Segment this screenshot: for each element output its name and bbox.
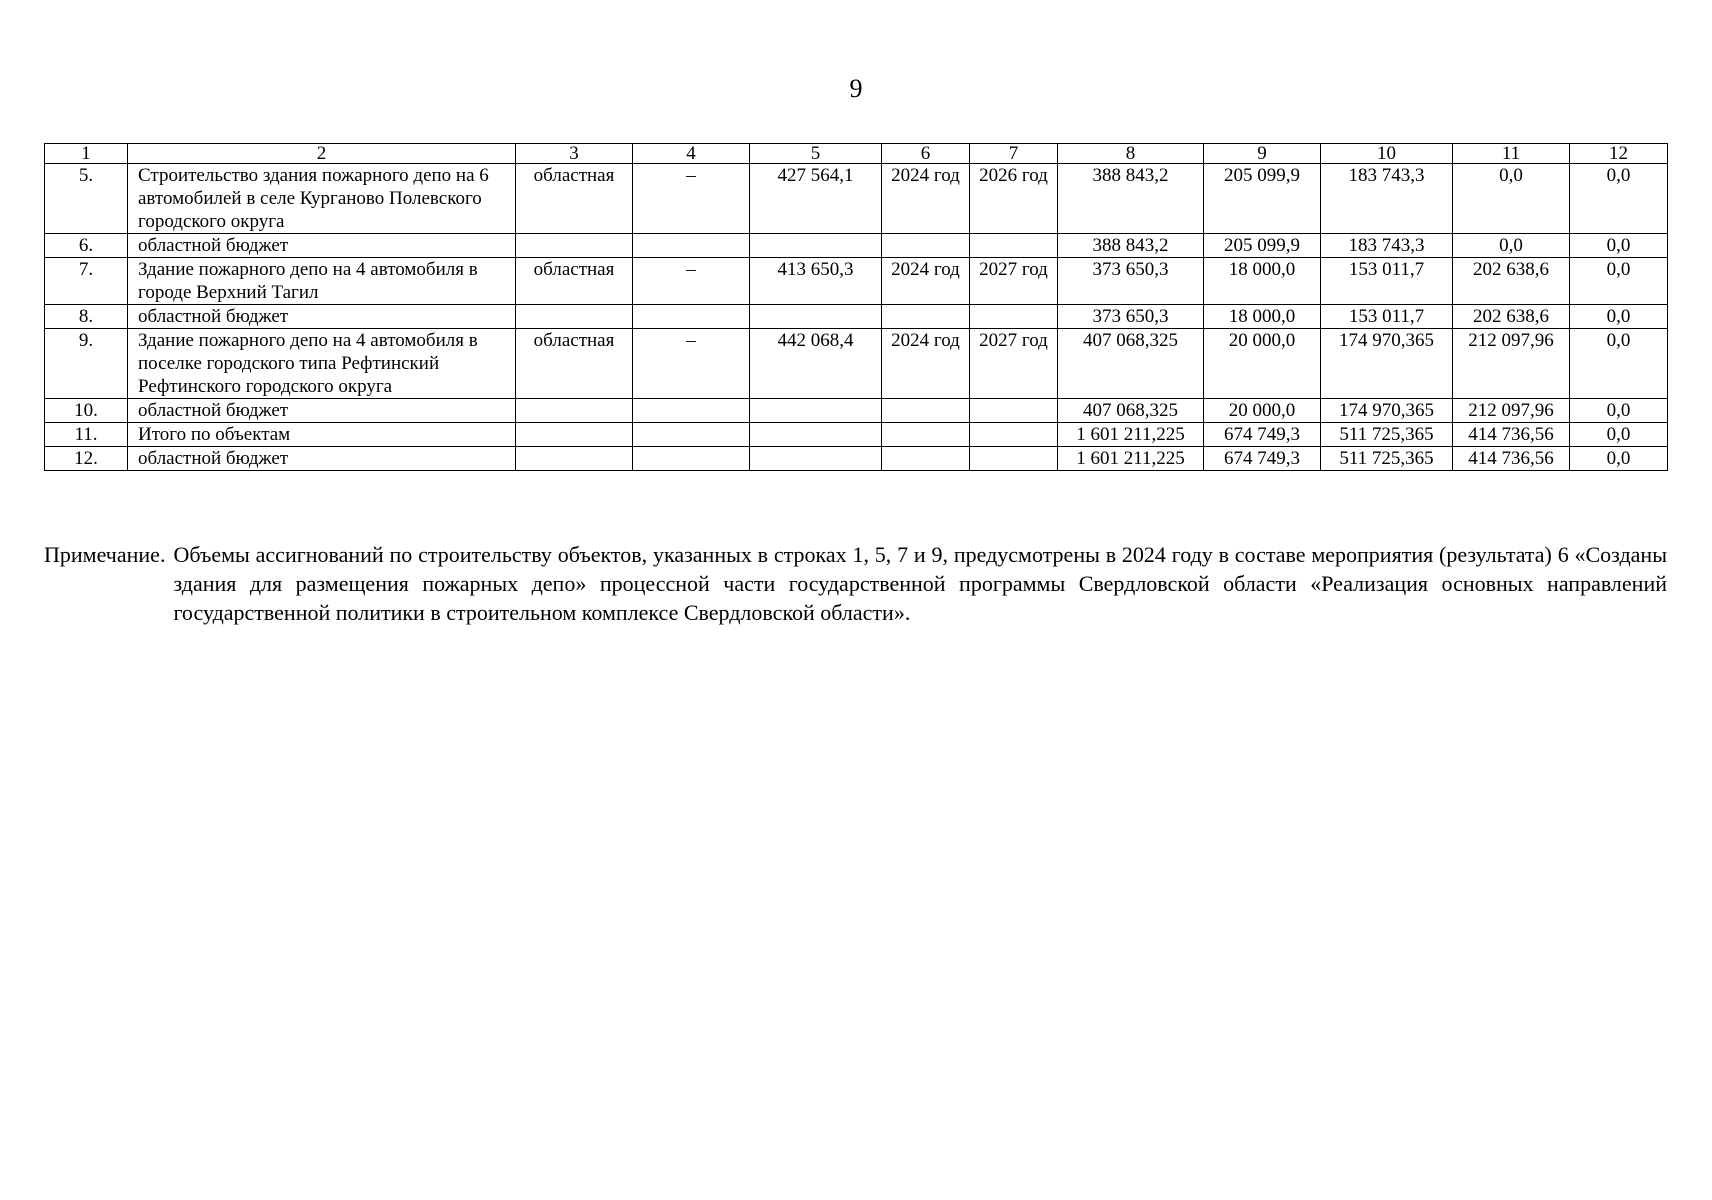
row-number-cell: 7.	[45, 258, 128, 305]
column-header: 11	[1453, 144, 1570, 164]
year-2026-cell: 202 638,6	[1453, 305, 1570, 329]
row-number-cell: 6.	[45, 234, 128, 258]
table-row	[45, 329, 1668, 399]
column-header: 10	[1321, 144, 1453, 164]
cost-cell: 427 564,1	[750, 164, 882, 234]
note-text: Объемы ассигнований по строительству объектов, указанных в строках 1, 5, 7 и 9, предусмотрены в 2024 году в составе мероприятия (результата) 6 «Созданы здания для размещения пожарных депо» процессной части государственной программы Свердловской области «Реализация основных направлений государственной политики в строительном комплексе Свердловской области».	[173, 542, 1667, 625]
cost-cell	[750, 399, 882, 423]
page-number: 9	[849, 74, 863, 103]
object-name-cell: Здание пожарного депо на 4 автомобиля в поселке городского типа Рефтинский Рефтинского городского округа	[128, 329, 516, 399]
column-header: 1	[45, 144, 128, 164]
year-2026-cell: 0,0	[1453, 234, 1570, 258]
column-header: 3	[516, 144, 633, 164]
cost-cell	[750, 423, 882, 447]
end-year-cell: 2027 год	[970, 329, 1058, 399]
column-header: 5	[750, 144, 882, 164]
year-2027-cell: 0,0	[1570, 258, 1668, 305]
total-cell: 1 601 211,225	[1058, 447, 1204, 471]
year-2027-cell: 0,0	[1570, 423, 1668, 447]
year-2025-cell: 183 743,3	[1321, 164, 1453, 234]
table-row	[45, 164, 1668, 234]
col4-cell	[633, 234, 750, 258]
column-header: 2	[128, 144, 516, 164]
row-number-cell: 9.	[45, 329, 128, 399]
year-2025-cell: 153 011,7	[1321, 305, 1453, 329]
object-name-cell: Строительство здания пожарного депо на 6 автомобилей в селе Курганово Полевского городского округа	[128, 164, 516, 234]
year-2026-cell: 0,0	[1453, 164, 1570, 234]
end-year-cell	[970, 399, 1058, 423]
year-2027-cell: 0,0	[1570, 305, 1668, 329]
type-cell: областная	[516, 329, 633, 399]
col4-cell	[633, 399, 750, 423]
year-2024-cell: 20 000,0	[1204, 329, 1321, 399]
type-cell	[516, 234, 633, 258]
end-year-cell	[970, 423, 1058, 447]
table-header-row	[45, 144, 1668, 164]
col4-cell	[633, 447, 750, 471]
year-2026-cell: 414 736,56	[1453, 447, 1570, 471]
year-2025-cell: 174 970,365	[1321, 399, 1453, 423]
type-cell	[516, 447, 633, 471]
footnote	[44, 540, 1667, 627]
object-name-cell: областной бюджет	[128, 447, 516, 471]
cost-cell: 413 650,3	[750, 258, 882, 305]
type-cell: областная	[516, 258, 633, 305]
col4-cell: –	[633, 329, 750, 399]
column-header: 6	[882, 144, 970, 164]
cost-cell: 442 068,4	[750, 329, 882, 399]
column-header: 12	[1570, 144, 1668, 164]
year-2024-cell: 205 099,9	[1204, 234, 1321, 258]
object-name-cell: областной бюджет	[128, 305, 516, 329]
type-cell: областная	[516, 164, 633, 234]
year-2024-cell: 674 749,3	[1204, 447, 1321, 471]
row-number-cell: 10.	[45, 399, 128, 423]
col4-cell: –	[633, 258, 750, 305]
type-cell	[516, 399, 633, 423]
col4-cell: –	[633, 164, 750, 234]
table-row	[45, 305, 1668, 329]
table-row	[45, 234, 1668, 258]
total-cell: 407 068,325	[1058, 399, 1204, 423]
end-year-cell	[970, 234, 1058, 258]
type-cell	[516, 305, 633, 329]
budget-table	[44, 143, 1668, 471]
table-body	[45, 144, 1668, 471]
start-year-cell	[882, 447, 970, 471]
end-year-cell: 2026 год	[970, 164, 1058, 234]
start-year-cell	[882, 305, 970, 329]
table-row	[45, 258, 1668, 305]
year-2027-cell: 0,0	[1570, 164, 1668, 234]
year-2024-cell: 20 000,0	[1204, 399, 1321, 423]
object-name-cell: Здание пожарного депо на 4 автомобиля в городе Верхний Тагил	[128, 258, 516, 305]
year-2026-cell: 202 638,6	[1453, 258, 1570, 305]
year-2025-cell: 174 970,365	[1321, 329, 1453, 399]
object-name-cell: областной бюджет	[128, 234, 516, 258]
year-2027-cell: 0,0	[1570, 399, 1668, 423]
note-label: Примечание.	[44, 542, 166, 567]
start-year-cell	[882, 399, 970, 423]
object-name-cell: областной бюджет	[128, 399, 516, 423]
row-number-cell: 11.	[45, 423, 128, 447]
end-year-cell: 2027 год	[970, 258, 1058, 305]
year-2024-cell: 18 000,0	[1204, 258, 1321, 305]
start-year-cell: 2024 год	[882, 329, 970, 399]
year-2025-cell: 153 011,7	[1321, 258, 1453, 305]
start-year-cell	[882, 423, 970, 447]
year-2027-cell: 0,0	[1570, 329, 1668, 399]
year-2027-cell: 0,0	[1570, 234, 1668, 258]
year-2024-cell: 18 000,0	[1204, 305, 1321, 329]
column-header: 8	[1058, 144, 1204, 164]
col4-cell	[633, 305, 750, 329]
total-cell: 388 843,2	[1058, 164, 1204, 234]
table-row	[45, 399, 1668, 423]
start-year-cell: 2024 год	[882, 164, 970, 234]
total-cell: 373 650,3	[1058, 258, 1204, 305]
year-2026-cell: 212 097,96	[1453, 399, 1570, 423]
cost-cell	[750, 447, 882, 471]
column-header: 7	[970, 144, 1058, 164]
cost-cell	[750, 305, 882, 329]
table-row	[45, 423, 1668, 447]
year-2025-cell: 183 743,3	[1321, 234, 1453, 258]
row-number-cell: 8.	[45, 305, 128, 329]
year-2024-cell: 674 749,3	[1204, 423, 1321, 447]
year-2026-cell: 212 097,96	[1453, 329, 1570, 399]
year-2025-cell: 511 725,365	[1321, 447, 1453, 471]
column-header: 4	[633, 144, 750, 164]
year-2027-cell: 0,0	[1570, 447, 1668, 471]
row-number-cell: 12.	[45, 447, 128, 471]
row-number-cell: 5.	[45, 164, 128, 234]
start-year-cell	[882, 234, 970, 258]
total-cell: 373 650,3	[1058, 305, 1204, 329]
end-year-cell	[970, 305, 1058, 329]
type-cell	[516, 423, 633, 447]
total-cell: 388 843,2	[1058, 234, 1204, 258]
cost-cell	[750, 234, 882, 258]
object-name-cell: Итого по объектам	[128, 423, 516, 447]
total-cell: 407 068,325	[1058, 329, 1204, 399]
column-header: 9	[1204, 144, 1321, 164]
col4-cell	[633, 423, 750, 447]
year-2026-cell: 414 736,56	[1453, 423, 1570, 447]
table-row	[45, 447, 1668, 471]
start-year-cell: 2024 год	[882, 258, 970, 305]
total-cell: 1 601 211,225	[1058, 423, 1204, 447]
year-2025-cell: 511 725,365	[1321, 423, 1453, 447]
end-year-cell	[970, 447, 1058, 471]
year-2024-cell: 205 099,9	[1204, 164, 1321, 234]
